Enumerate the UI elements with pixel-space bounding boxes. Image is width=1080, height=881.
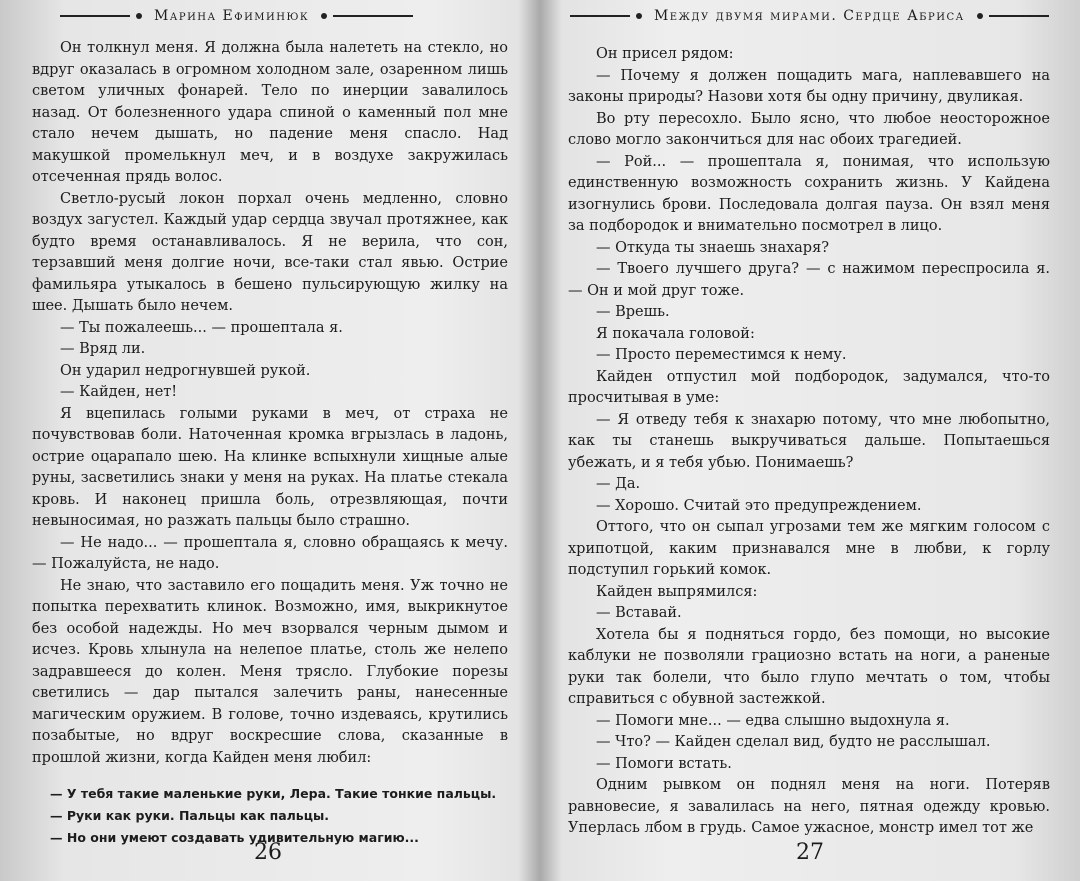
paragraph: — Да. (596, 476, 641, 492)
paragraph: Я вцепилась голыми руками в меч, от страха не почувствовав боли. Наточенная кромка вгрызлась в ладонь, острие оцарапало шею. На клинке вспыхнули хищные алые руны, засветились знаки у меня на руках. На платье стекала кровь. И наконец пришла боль, отрезвляющая, почти невыносимая, но разжать пальцы было страшно. (32, 405, 508, 529)
header-dot (636, 13, 642, 19)
paragraph: Оттого, что он сыпал угрозами тем же мягким голосом с хрипотцой, каким признавался мне в любви, к горлу подступил горький комок. (568, 519, 1050, 578)
paragraph: — Вставай. (596, 605, 682, 621)
left-body-text (32, 38, 508, 849)
paragraph: Я покачала головой: (596, 325, 755, 342)
paragraph: Он присел рядом: (596, 46, 734, 62)
paragraph: Кайден отпустил мой подбородок, задумался, что-то просчитывая в уме: (568, 368, 1050, 406)
paragraph: Одним рывком он поднял меня на ноги. Потеряв равновесие, я завалилась на него, пятная одежду кровью. Уперлась лбом в грудь. Самое ужасное, монстр имел тот же (568, 777, 1050, 836)
paragraph: Кайден выпрямился: (596, 583, 758, 600)
paragraph: Во рту пересохло. Было ясно, что любое неосторожное слово могло закончиться для нас обоих трагедией. (568, 110, 1050, 148)
right-page (540, 0, 1080, 881)
right-running-header (570, 8, 1070, 30)
left-header-title: Марина Ефиминюк (153, 8, 310, 24)
header-rule (570, 15, 630, 17)
header-rule (333, 15, 413, 17)
paragraph: — Хорошо. Считай это предупреждением. (596, 497, 922, 514)
paragraph: — Я отведу тебя к знахарю потому, что мне любопытно, как ты станешь выкручиваться дальше. Попытаешься убежать, и я тебя убью. Понимаешь? (568, 411, 1050, 471)
paragraph: — Врешь. (596, 304, 670, 320)
paragraph: — Просто переместимся к нему. (596, 347, 847, 363)
header-dot (977, 13, 983, 19)
paragraph: — Помоги мне... — едва слышно выдохнула я. (596, 712, 950, 729)
right-page-number: 27 (796, 840, 824, 865)
left-page-number: 26 (254, 840, 282, 865)
header-dot (136, 13, 142, 19)
paragraph: — Почему я должен пощадить мага, наплевавшего на законы природы? Назови хотя бы одну причину, двуликая. (568, 67, 1050, 105)
paragraph: Хотела бы я подняться гордо, без помощи, но высокие каблуки не позволяли грациозно встать на ноги, а раненые руки так болели, что было глупо мечтать о том, чтобы справиться с обувной застежкой. (568, 626, 1050, 707)
header-rule (60, 15, 130, 17)
paragraph: — Твоего лучшего друга? — с нажимом переспросила я. — Он и мой друг тоже. (568, 261, 1050, 299)
paragraph: — Вряд ли. (60, 341, 146, 357)
paragraph: Он толкнул меня. Я должна была налететь на стекло, но вдруг оказалась в огромном холодном зале, озаренном лишь светом уличных фонарей. Тело по инерции завалилось назад. От болезненного удара спиной о каменный пол мне стало нечем дышать, но падение меня спасло. Над макушкой промелькнул меч, и в воздухе закружилась отсеченная прядь волос. (32, 40, 508, 185)
header-rule (989, 15, 1049, 17)
paragraph: — Что? — Кайден сделал вид, будто не расслышал. (596, 734, 991, 750)
paragraph: Светло-русый локон порхал очень медленно, словно воздух загустел. Каждый удар сердца звучал протяжнее, как будто время останавливалось. Я не верила, что сон, терзавший меня долгие ночи, все-таки стал явью. Острие фамильяра утыкалось в бешено пульсирующую жилку на шее. Дышать было нечем. (32, 190, 508, 314)
paragraph: — Помоги встать. (596, 755, 732, 772)
quote-line: — У тебя такие маленькие руки, Лера. Такие тонкие пальцы. (50, 786, 497, 801)
paragraph: Он ударил недрогнувшей рукой. (60, 362, 311, 379)
header-dot (321, 13, 327, 19)
paragraph: — Рой... — прошептала я, понимая, что использую единственную возможность сохранить жизнь. У Кайдена изогнулись брови. Последовала долгая пауза. Он взял меня за подбородок и внимательно посмотрел в лицо. (568, 153, 1050, 234)
paragraph: — Откуда ты знаешь знахаря? (596, 239, 829, 256)
paragraph: — Кайден, нет! (60, 384, 178, 400)
paragraph: — Ты пожалеешь... — прошептала я. (60, 319, 343, 336)
quote-line: — Руки как руки. Пальцы как пальцы. (50, 808, 330, 823)
quote-line: — Но они умеют создавать удивительную магию... (50, 830, 419, 845)
paragraph: — Не надо... — прошептала я, словно обращаясь к мечу. — Пожалуйста, не надо. (32, 534, 508, 572)
right-header-title: Между двумя мирами. Сердце Абриса (653, 8, 965, 24)
paragraph: Не знаю, что заставило его пощадить меня. Уж точно не попытка перехватить клинок. Возможно, имя, выкрикнутое без особой надежды. Но меч взорвался черным дымом и исчез. Кровь хлынула на нелепое платье, столь же нелепо задравшееся до колен. Меня трясло. Глубокие порезы светились — дар пытался залечить раны, нанесенные магическим оружием. В голове, точно издеваясь, крутились позабытые, но вдруг воскресшие слова, сказанные в прошлой жизни, когда Кайден меня любил: (32, 577, 508, 766)
left-running-header (60, 8, 500, 30)
right-body-text (568, 44, 1050, 840)
